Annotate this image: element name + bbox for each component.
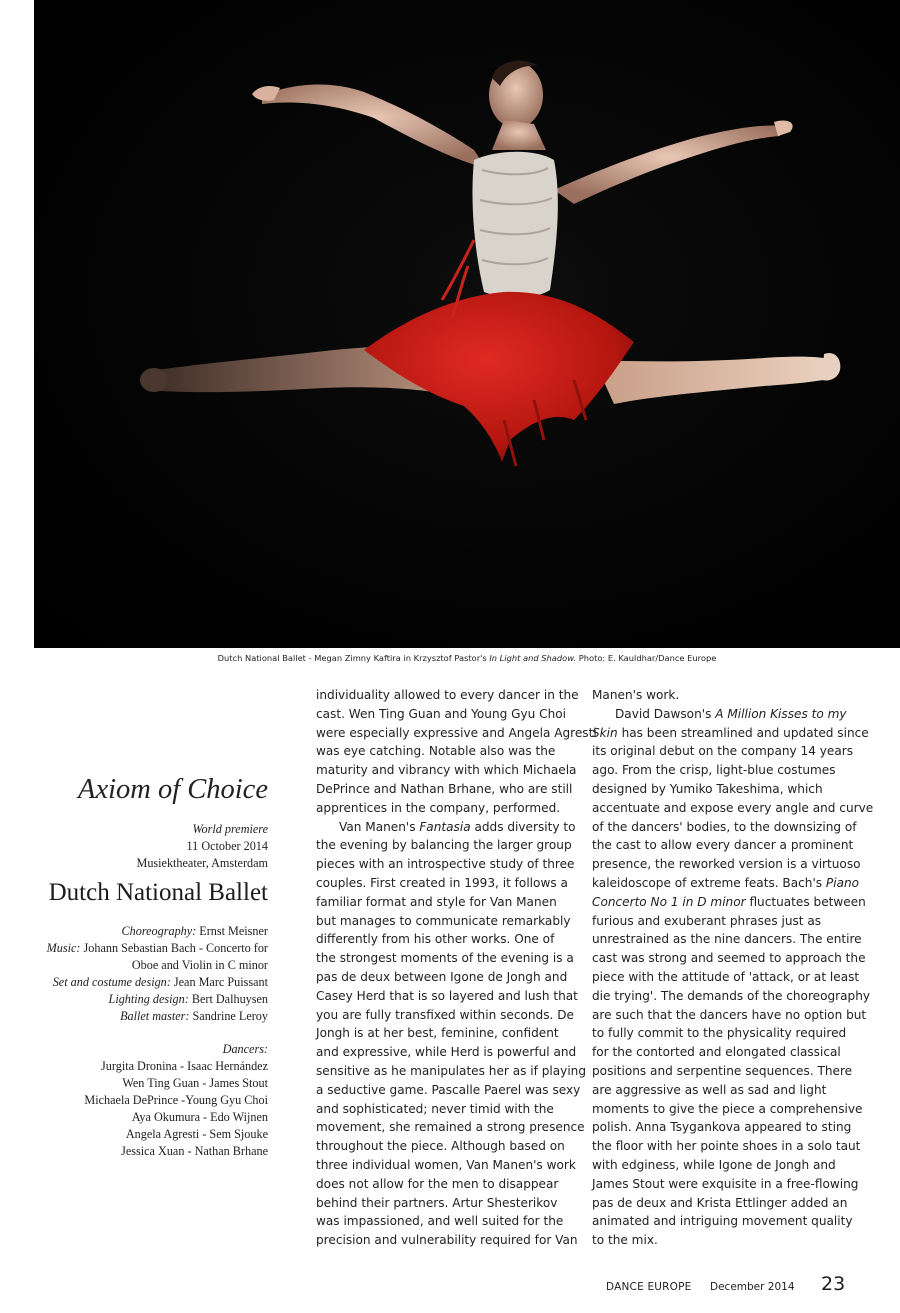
dancer-pair: Angela Agresti - Sem Sjouke — [125, 1127, 268, 1141]
text-line: sensitive as he manipulates her as if playing — [316, 1063, 587, 1078]
text-line: moments to give the piece a comprehensive — [592, 1101, 863, 1116]
text-line: presence, the reworked version is a virtuoso — [592, 857, 861, 872]
dancer-illustration — [34, 0, 900, 648]
text-line: throughout the piece. Although based on — [316, 1139, 565, 1154]
text-line: with edginess, while Igone de Jongh and — [592, 1157, 836, 1172]
footer-issue-date: December 2014 — [710, 1281, 795, 1293]
credit-lighting — [109, 991, 268, 1008]
credit-value: Bert Dalhuysen — [191, 992, 268, 1006]
text-run: Van Manen's — [339, 819, 420, 834]
caption-credit: Photo: E. Kauldhar/Dance Europe — [576, 653, 717, 663]
text-run: David Dawson's — [615, 706, 716, 721]
dancer-photograph — [34, 0, 900, 648]
text-line: the floor with her pointe shoes in a solo taut — [592, 1139, 861, 1154]
text-line: precision and vulnerability required for Van — [316, 1233, 578, 1248]
text-line: was eye catching. Notable also was the — [316, 744, 556, 759]
text-line: a seductive game. Pascalle Paerel was sexy — [316, 1082, 581, 1097]
dancers-label — [223, 1041, 268, 1058]
text-line: individuality allowed to every dancer in the — [316, 688, 579, 702]
text-line: familiar format and style for Van Manen — [316, 894, 557, 909]
text-line: and sophisticated; never timid with the — [316, 1101, 554, 1116]
text-line: to the mix. — [592, 1233, 658, 1248]
dancer-pair: Michaela DePrince -Young Gyu Choi — [84, 1093, 268, 1107]
text-line — [592, 724, 869, 743]
text-line: does not allow for the men to disappear — [316, 1176, 559, 1191]
credit-value: Ernst Meisner — [199, 924, 268, 938]
text-line: was impassioned, and well suited for the — [316, 1214, 564, 1229]
text-line: are such that the dancers have no option but — [592, 1007, 867, 1022]
premiere-date: 11 October 2014 — [186, 839, 268, 853]
page-number: 23 — [821, 1273, 846, 1295]
text-line — [592, 893, 866, 912]
text-line: three individual women, Van Manen's work — [316, 1157, 576, 1172]
text-line: behind their partners. Artur Shesterikov — [316, 1195, 558, 1210]
text-line: accentuate and expose every angle and curve — [592, 800, 874, 815]
text-line: pieces with an introspective study of three — [316, 857, 575, 872]
text-run: adds diversity to — [470, 819, 576, 834]
text-line: are aggressive as well as sad and light — [592, 1082, 827, 1097]
text-line: the cast to allow every dancer a prominent — [592, 838, 854, 853]
text-line: but manages to communicate remarkably — [316, 913, 571, 928]
text-line: positions and serpentine sequences. There — [592, 1063, 853, 1078]
text-line: its original debut on the company 14 years — [592, 744, 854, 759]
text-line: unrestrained as the nine dancers. The entire — [592, 932, 862, 947]
text-line: differently from his other works. One of — [316, 932, 555, 947]
premiere-label-text: World premiere — [192, 822, 268, 836]
caption-work-title: In Light and Shadow. — [489, 653, 577, 663]
work-title: Piano — [825, 875, 860, 890]
text-line: piece with the attitude of 'attack, or at least — [592, 969, 860, 984]
text-line: DePrince and Nathan Brhane, who are still — [316, 781, 573, 796]
text-run: fluctuates between — [745, 894, 866, 909]
text-line-paragraph-start — [592, 705, 847, 724]
dancer-pair: Jessica Xuan - Nathan Brhane — [121, 1144, 268, 1158]
text-line: movement, she remained a strong presence — [316, 1120, 585, 1135]
caption-text: Dutch National Ballet - Megan Zimny Kaftira in Krzysztof Pastor's — [217, 653, 490, 663]
dancer-pair: Wen Ting Guan - James Stout — [122, 1076, 268, 1090]
dancer-pair: Jurgita Dronina - Isaac Hernández — [101, 1059, 268, 1073]
credit-music — [47, 940, 268, 957]
credit-value: Johann Sebastian Bach - Concerto for — [83, 941, 268, 955]
company-name: Dutch National Ballet — [48, 879, 268, 906]
text-line: pas de deux and Krista Ettlinger added an — [592, 1195, 848, 1210]
text-line-paragraph-start — [316, 818, 576, 837]
text-line: pas de deux between Igone de Jongh and — [316, 969, 568, 984]
text-line: of the dancers' bodies, to the downsizing of — [592, 819, 857, 834]
text-line: maturity and vibrancy with which Michaela — [316, 763, 577, 778]
credit-set-costume — [53, 974, 268, 991]
credit-music-continued: Oboe and Violin in C minor — [131, 958, 268, 972]
credit-choreography — [122, 923, 268, 940]
article-column-3 — [592, 686, 874, 1250]
text-line: were especially expressive and Angela Agresti — [316, 725, 597, 740]
text-line: Casey Herd that is so layered and lush that — [316, 988, 578, 1003]
text-line: animated and intriguing movement quality — [592, 1214, 853, 1229]
premiere-label — [193, 821, 269, 838]
credit-label: Set and costume design: — [52, 975, 171, 989]
footer-publication: DANCE EUROPE — [606, 1281, 692, 1293]
text-line: Jongh is at her best, feminine, confident — [316, 1026, 559, 1041]
text-line: polish. Anna Tsygankova appeared to sting — [592, 1120, 852, 1135]
photo-caption — [34, 653, 900, 663]
dancer-pair: Aya Okumura - Edo Wijnen — [131, 1110, 268, 1124]
credit-value: Jean Marc Puissant — [173, 975, 268, 989]
credit-ballet-master — [120, 1008, 268, 1025]
text-line: cast was strong and seemed to approach the — [592, 951, 866, 966]
text-line: designed by Yumiko Takeshima, which — [592, 781, 823, 796]
credit-label: Choreography: — [121, 924, 197, 938]
work-title: A Million Kisses to my — [715, 706, 847, 721]
credit-label: Ballet master: — [120, 1009, 190, 1023]
work-title: Fantasia — [419, 819, 471, 834]
text-line: cast. Wen Ting Guan and Young Gyu Choi — [316, 706, 567, 721]
text-run: kaleidoscope of extreme feats. Bach's — [592, 875, 826, 890]
text-line: to fully commit to the physicality required — [592, 1026, 847, 1041]
text-run: has been streamlined and updated since — [617, 725, 869, 740]
credit-label: Lighting design: — [108, 992, 189, 1006]
dancers-label-text: Dancers: — [222, 1042, 268, 1056]
work-title: Concerto No 1 in D minor — [592, 894, 746, 909]
text-line: die trying'. The demands of the choreography — [592, 988, 871, 1003]
text-line: the strongest moments of the evening is a — [316, 951, 574, 966]
article-column-2 — [316, 686, 597, 1250]
text-line: Manen's work. — [592, 688, 680, 702]
text-line: James Stout were exquisite in a free-flowing — [592, 1176, 859, 1191]
text-line — [592, 874, 860, 893]
credit-label: Music: — [46, 941, 81, 955]
production-title: Axiom of Choice — [78, 774, 268, 805]
venue: Musiektheater, Amsterdam — [136, 856, 268, 870]
text-line: ago. From the crisp, light-blue costumes — [592, 763, 836, 778]
work-title: Skin — [592, 725, 618, 740]
text-line: apprentices in the company, performed. — [316, 800, 561, 815]
text-line: the evening by balancing the larger group — [316, 838, 572, 853]
text-line: and expressive, while Herd is powerful and — [316, 1045, 577, 1060]
text-line: couples. First created in 1993, it follows a — [316, 875, 568, 890]
text-line: you are fully transfixed within seconds. De — [316, 1007, 574, 1022]
text-line: for the contorted and elongated classical — [592, 1045, 841, 1060]
credit-value: Sandrine Leroy — [192, 1009, 268, 1023]
text-line: furious and exuberant phrases just as — [592, 913, 822, 928]
